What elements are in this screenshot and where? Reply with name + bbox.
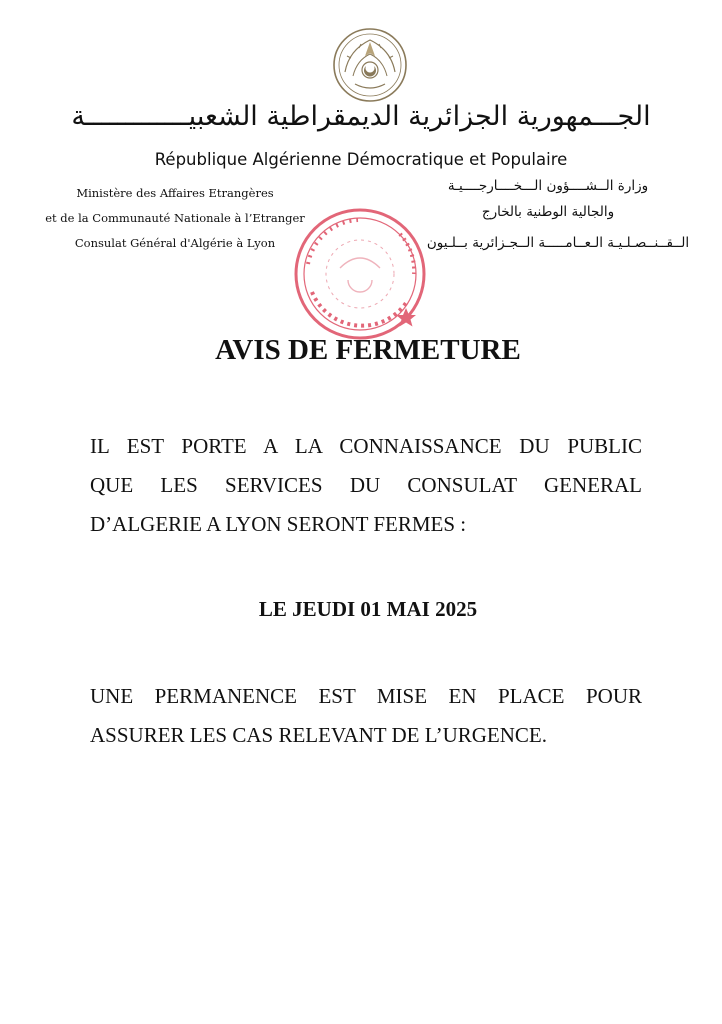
consulate-line-fr: Consulat Général d'Algérie à Lyon (74, 236, 276, 250)
consulate-stamp-icon (288, 204, 428, 340)
notice-paragraph-line: QUE LES SERVICES DU CONSULAT GENERAL (90, 473, 642, 497)
ministry-line-fr: Ministère des Affaires Etrangères (76, 186, 274, 200)
permanence-paragraph-line: ASSURER LES CAS RELEVANT DE L’URGENCE. (90, 723, 547, 747)
consulate-line-ar: الــقــنــصـلـيـة الـعــامـــــة الــجـزائرية بــلـيون (426, 235, 690, 251)
community-line-ar: والجالية الوطنية بالخارج (481, 204, 615, 220)
ministry-line-ar: وزارة الــشــــؤون الـــخــــارجــــيـة (447, 178, 649, 194)
notice-heading: AVIS DE FERMETURE (215, 334, 521, 366)
notice-paragraph-line: D’ALGERIE A LYON SERONT FERMES : (90, 512, 467, 536)
notice-paragraph-line: IL EST PORTE A LA CONNAISSANCE DU PUBLIC (90, 434, 642, 458)
closure-date: LE JEUDI 01 MAI 2025 (258, 597, 478, 621)
arabic-republic-title: الجـــمهورية الجزائرية الديمقراطية الشعبيـــــــــــــة (71, 101, 651, 132)
french-republic-title: République Algérienne Démocratique et Populaire (154, 150, 568, 169)
permanence-paragraph-line: UNE PERMANENCE EST MISE EN PLACE POUR (90, 684, 642, 708)
national-emblem-icon (331, 26, 409, 104)
community-line-fr: et de la Communauté Nationale à l’Etranger (45, 211, 305, 225)
